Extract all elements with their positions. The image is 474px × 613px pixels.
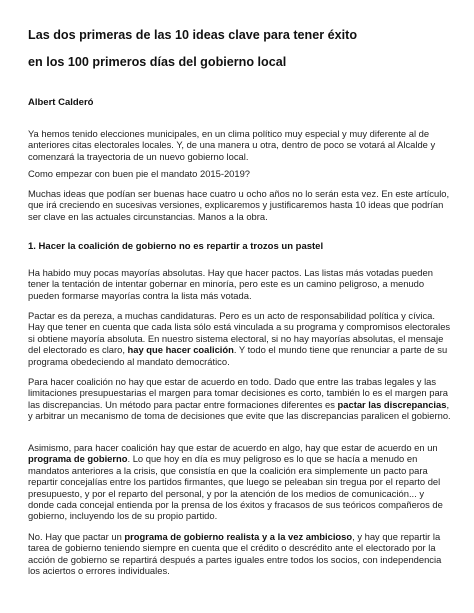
section-1-title: 1. Hacer la coalición de gobierno no es repartir a trozos un pastel: [28, 241, 324, 252]
paragraph-text: . Y todo el mundo tiene que renunciar a parte de su programa obedeciendo al mandato democrático.: [28, 344, 448, 367]
section-1-paragraph-3: [28, 376, 452, 422]
author-name: Albert Calderó: [28, 97, 94, 108]
section-1-paragraph-5: [28, 531, 452, 577]
paragraph-text: , y arbitrar un mecanismo de toma de decisiones que evite que las discrepancias paralicen el gobierno.: [28, 398, 451, 422]
emphasis-text: programa de gobierno: [28, 453, 128, 465]
paragraph-text: . Lo que hoy en día es muy peligroso es lo que se hacía a menudo en mandatos anteriores a la crisis, que consistía en que la coalición era simplemente un pacto para repartir concejalías entre los partidos firmantes, que luego se peleaban sin tregua por el reparto del presupuesto, y por el reparto del personal, y por la atención de los medios de comunicación... y donde cada concejal entienda por la prensa de los éxitos y fracasos de sus teóricos compañeros de gobierno, incluyendo los de su propio partido.: [28, 453, 443, 522]
emphasis-text: hay que hacer coalición: [127, 344, 234, 356]
paragraph-text: , y hay que repartir la tarea de gobierno teniendo siempre en cuenta que el crédito o descrédito ante el electorado por la acción de gobierno se repartirá después a partes iguales entre todos los socios, con independencia los aciertos o errores individuales.: [28, 531, 442, 577]
section-1-paragraph-2: [28, 310, 452, 367]
document-title-line-2: en los 100 primeros días del gobierno local: [28, 55, 287, 69]
paragraph-text: Para hacer coalición no hay que estar de acuerdo en todo. Dado que entre las trabas legales y las limitaciones presupuestarias el margen para tomar decisiones es corto, también lo es el margen para las discrepancias. Un método para pactar entre formaciones diferentes es: [28, 376, 449, 410]
paragraph-text: Asimismo, para hacer coalición hay que estar de acuerdo en algo, hay que estar de acuerdo en un: [28, 442, 438, 453]
intro-paragraph-2: Como empezar con buen pie el mandato 2015-2019?: [28, 168, 251, 179]
emphasis-text: pactar las discrepancias: [337, 398, 447, 410]
emphasis-text: programa de gobierno realista y a la vez ambicioso: [124, 531, 353, 542]
intro-paragraph-1: Ya hemos tenido elecciones municipales, en un clima político muy especial y muy diferente al de anteriores citas electorales locales. Y, de una manera u otra, dentro de poco se votará al Alcalde y comenzará la trayectoria de un nuevo gobierno local.: [28, 128, 436, 162]
section-1-paragraph-1: Ha habido muy pocas mayorías absolutas. Hay que hacer pactos. Las listas más votadas pueden tener la tentación de intentar gobernar en minoría, pero este es un camino peligroso, a menudo pueden formarse mayorías contra la lista más votada.: [28, 267, 433, 301]
intro-paragraph-3: Muchas ideas que podían ser buenas hace cuatro u ocho años no lo serán esta vez. En este artículo, que irá creciendo en sucesivas versiones, explicaremos y justificaremos hasta 10 ideas que podrían ser clave en las actuales circunstancias. Manos a la obra.: [28, 188, 450, 222]
paragraph-text: No. Hay que pactar un: [28, 531, 125, 542]
paragraph-text: Pactar es da pereza, a muchas candidaturas. Pero es un acto de responsabilidad política y cívica. Hay que tener en cuenta que cada lista sólo está vinculada a su programa y compromisos electorales si obtiene mayoría absoluta. En nuestro sistema electoral, si no hay mayorías absolutas, el mensaje del electorado es claro,: [28, 310, 451, 356]
document-title-line-1: Las dos primeras de las 10 ideas clave para tener éxito: [28, 28, 358, 42]
section-1-paragraph-4: [28, 442, 452, 522]
